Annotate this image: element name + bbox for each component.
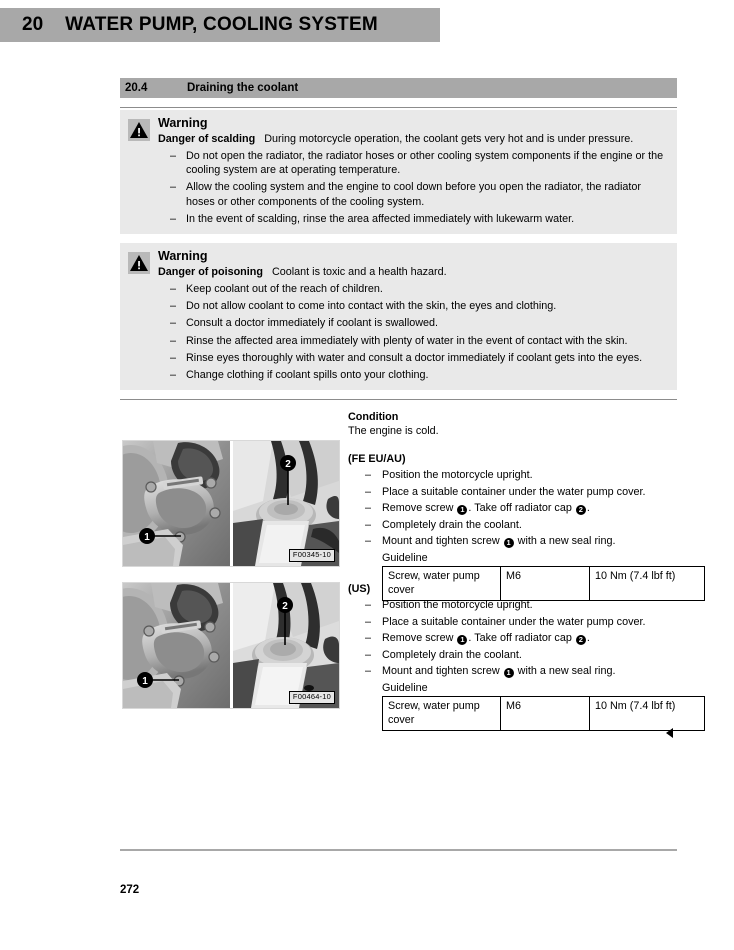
procedure-step	[348, 534, 677, 548]
figure-water-pump-fe	[122, 440, 340, 567]
chapter-title: WATER PUMP, COOLING SYSTEM	[65, 14, 378, 35]
procedure-step	[348, 664, 677, 678]
step-text: Completely drain the coolant.	[382, 648, 522, 661]
warning-lead-bold: Danger of poisoning	[158, 266, 263, 279]
warning-item-list	[158, 149, 667, 226]
condition-heading: Condition	[348, 411, 399, 424]
svg-text:2: 2	[282, 601, 288, 613]
warning-lead-bold: Danger of scalding	[158, 133, 256, 145]
divider-above-procedures	[120, 399, 677, 400]
svg-text:1: 1	[142, 676, 148, 688]
warning-box-scalding	[120, 110, 677, 234]
warning-triangle-icon	[128, 252, 150, 274]
procedure-area	[120, 410, 677, 740]
warning-item: – Do not allow coolant to come into contact with the skin, the eyes and clothing.	[158, 299, 667, 313]
procedure-step	[348, 518, 677, 532]
guideline-label: Guideline	[382, 551, 428, 564]
warning-lead	[158, 265, 667, 279]
step-text: Place a suitable container under the water pump cover.	[382, 615, 646, 628]
step-text: Position the motorcycle upright.	[382, 599, 533, 612]
step-text: . Take off radiator cap	[468, 502, 575, 515]
warning-body	[158, 249, 677, 382]
svg-text:1: 1	[144, 532, 150, 544]
step-text: Mount and tighten screw	[382, 535, 503, 548]
procedure-step	[348, 631, 677, 645]
condition-text: The engine is cold.	[348, 425, 439, 438]
condition-block	[348, 410, 677, 438]
svg-text:2: 2	[285, 459, 291, 471]
step-text: Mount and tighten screw	[382, 665, 503, 678]
callout-marker-1: 1	[504, 538, 514, 548]
section-end-triangle-icon	[666, 728, 673, 738]
figure-code: F00345-10	[289, 549, 335, 562]
warning-item: – Allow the cooling system and the engine to cool down before you open the radiator, the radiator hoses or other components of the cooling system.	[158, 180, 667, 208]
section-heading	[120, 78, 677, 98]
procedure-step	[348, 485, 677, 499]
warning-item-list	[158, 282, 667, 382]
warning-lead-text: During motorcycle operation, the coolant gets very hot and is under pressure.	[264, 133, 634, 145]
procedure-block-us	[348, 582, 677, 731]
warning-body	[158, 116, 677, 226]
step-text: .	[586, 632, 590, 645]
callout-marker-2: 2	[576, 635, 586, 645]
step-text: with a new seal ring.	[514, 535, 616, 548]
guideline-size: M6	[501, 566, 590, 600]
procedure-block-fe	[348, 452, 677, 601]
warning-title: Warning	[158, 249, 208, 264]
guideline-label: Guideline	[382, 681, 428, 694]
procedure-step	[348, 648, 677, 662]
callout-marker-2: 2	[576, 505, 586, 515]
step-text: . Take off radiator cap	[468, 632, 575, 645]
warning-icon-cell	[120, 116, 158, 226]
step-text: Position the motorcycle upright.	[382, 469, 533, 482]
warning-lead	[158, 132, 667, 146]
section-number: 20.4	[125, 82, 148, 94]
step-text: Completely drain the coolant.	[382, 518, 522, 531]
warning-item: – Do not open the radiator, the radiator hoses or other cooling system components if the engine or the cooling system are at operating temperature.	[158, 149, 667, 177]
warning-lead-text: Coolant is toxic and a health hazard.	[271, 266, 447, 279]
warning-title: Warning	[158, 116, 208, 130]
guideline-part: Screw, water pump cover	[383, 566, 501, 600]
procedure-step	[348, 501, 677, 515]
variant-label: (FE EU/AU)	[348, 453, 406, 466]
guideline-table-us	[382, 696, 705, 731]
callout-marker-1: 1	[504, 668, 514, 678]
step-text: Remove screw	[382, 502, 457, 515]
guideline-size: M6	[501, 696, 590, 730]
guideline-part: Screw, water pump cover	[383, 696, 501, 730]
warning-item: – Rinse eyes thoroughly with water and consult a doctor immediately if coolant gets into the eyes.	[158, 351, 667, 365]
callout-marker-1: 1	[457, 505, 467, 515]
warning-icon-cell	[120, 249, 158, 382]
procedure-step-list	[348, 598, 677, 678]
page-content	[120, 78, 677, 740]
procedure-step-list	[348, 468, 677, 548]
procedure-step	[348, 615, 677, 629]
running-head	[0, 8, 440, 42]
callout-marker-1: 1	[457, 635, 467, 645]
figure-water-pump-us	[122, 582, 340, 709]
step-text: with a new seal ring.	[514, 665, 616, 678]
step-text: Remove screw	[382, 632, 457, 645]
footer-divider	[120, 849, 677, 851]
guideline-torque: 10 Nm (7.4 lbf ft)	[590, 696, 705, 730]
figure-code: F00464-10	[289, 691, 335, 704]
table-row	[383, 696, 705, 730]
warning-item: – In the event of scalding, rinse the area affected immediately with lukewarm water.	[158, 212, 667, 226]
procedure-step	[348, 598, 677, 612]
chapter-number: 20	[22, 14, 44, 35]
variant-label: (US)	[348, 583, 371, 596]
warning-item: – Rinse the affected area immediately with plenty of water in the event of contact with the skin.	[158, 334, 667, 348]
guideline-torque: 10 Nm (7.4 lbf ft)	[590, 566, 705, 600]
step-text: .	[586, 502, 590, 515]
procedure-step	[348, 468, 677, 482]
warning-box-poisoning	[120, 243, 677, 390]
warning-item: – Consult a doctor immediately if coolant is swallowed.	[158, 316, 667, 330]
warning-item: – Change clothing if coolant spills onto your clothing.	[158, 368, 667, 382]
warning-triangle-icon	[128, 119, 150, 141]
section-title: Draining the coolant	[187, 82, 299, 94]
warning-item: – Keep coolant out of the reach of children.	[158, 282, 667, 296]
divider-above-warning-1	[120, 107, 677, 108]
step-text: Place a suitable container under the water pump cover.	[382, 485, 646, 498]
page-number: 272	[120, 884, 140, 896]
